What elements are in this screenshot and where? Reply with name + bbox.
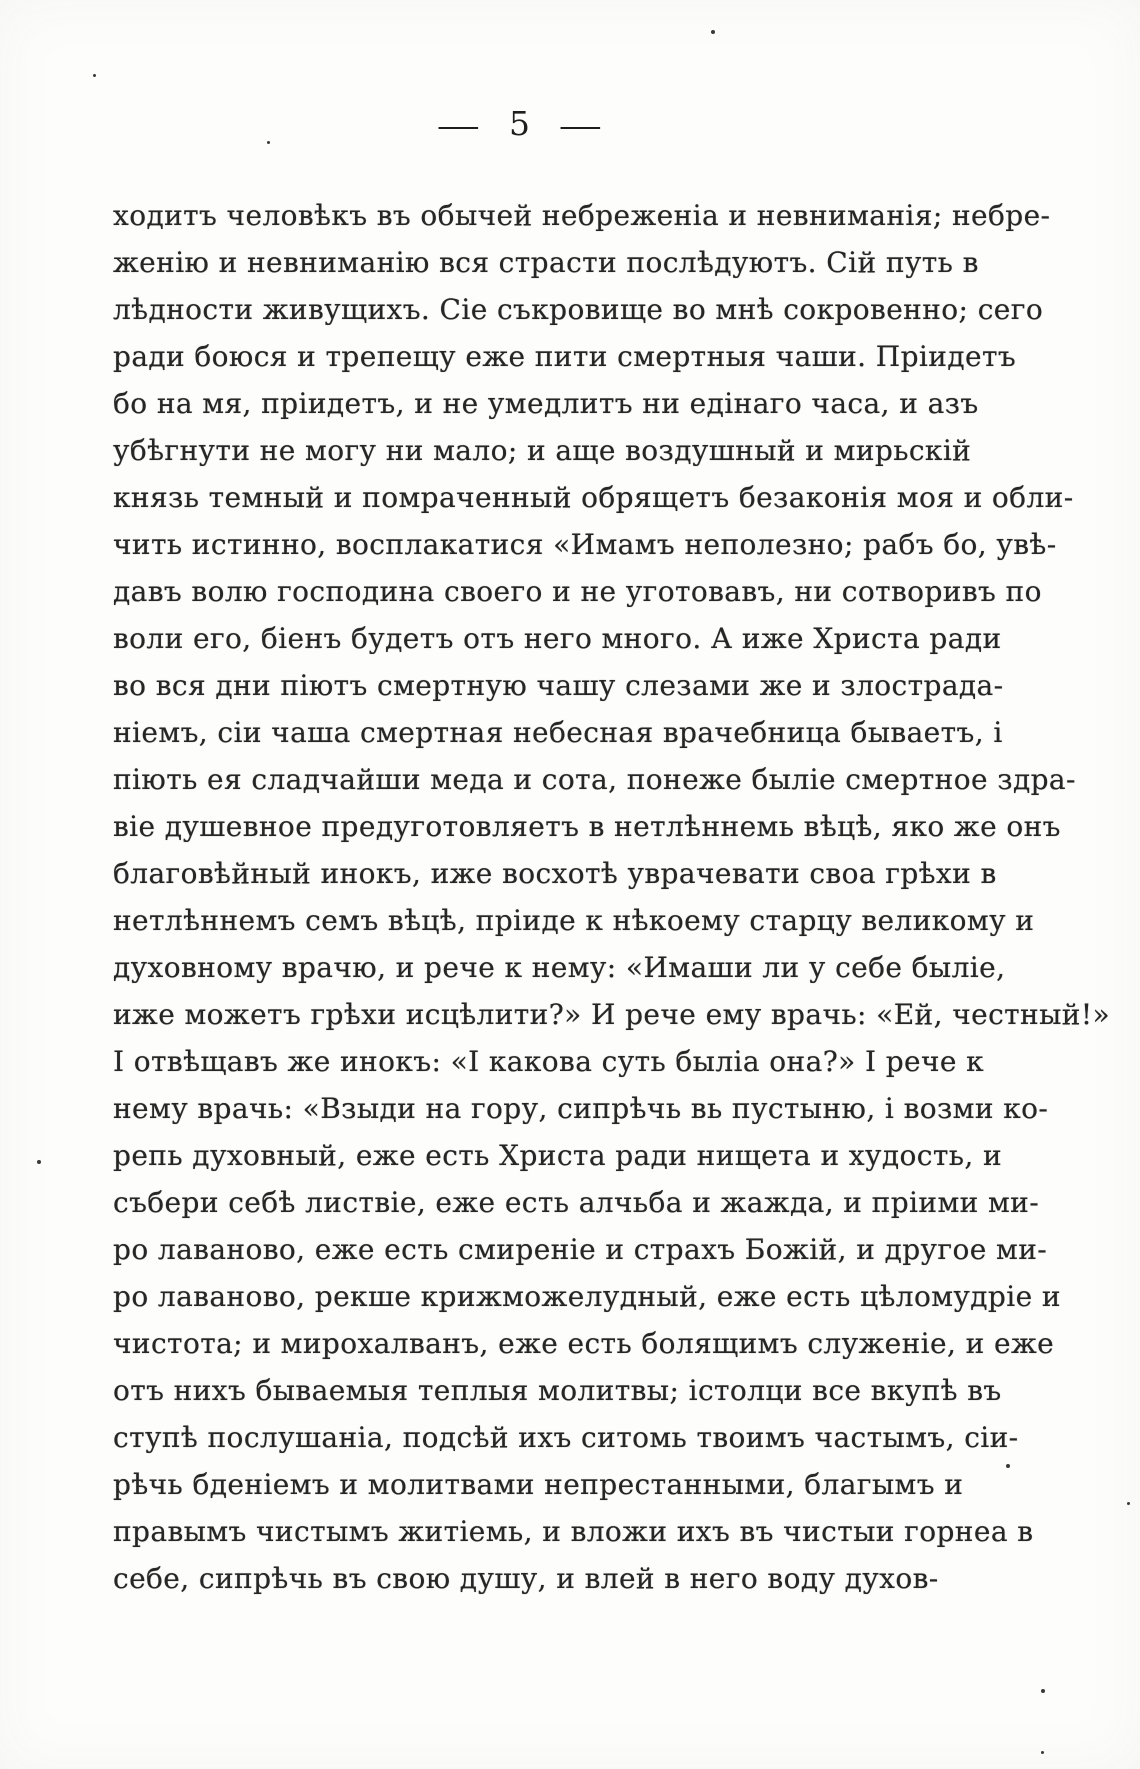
ink-speck xyxy=(93,74,96,77)
text-line: ради боюся и трепещу еже пити смертныя чаши. Пріидетъ xyxy=(113,340,1017,373)
page-number: 5 xyxy=(509,104,531,143)
text-line: събери себѣ листвіе, еже есть алчьба и жажда, и пріими ми- xyxy=(113,1186,1040,1219)
text-line: давъ волю господина своего и не уготовавъ, ни сотворивъ по xyxy=(113,575,1042,608)
text-line: убѣгнути не могу ни мало; и аще воздушный и мирьскій xyxy=(113,434,972,467)
header-right-dash: — xyxy=(558,107,604,144)
text-line: лѣдности живущихъ. Сіе съкровище во мнѣ сокровенно; сего xyxy=(113,293,1044,326)
text-line: нему врачь: «Взыди на гору, сипрѣчь вь пустыню, і возми ко- xyxy=(113,1092,1049,1125)
text-line: ходитъ человѣкъ въ обычей небреженіа и невниманія; небре- xyxy=(113,199,1051,232)
text-line: піють ея сладчайши меда и сота, понеже быліе смертное здра- xyxy=(113,763,1076,796)
text-line: І отвѣщавъ же инокъ: «І какова суть быліа она?» І рече к xyxy=(113,1045,985,1078)
text-line: отъ нихъ бываемыя теплыя молитвы; істолци все вкупѣ въ xyxy=(113,1374,1002,1407)
text-line: чистота; и мирохалванъ, еже есть болящимъ служеніе, и еже xyxy=(113,1327,1055,1360)
text-line: ро лаваново, рекше крижможелудный, еже есть цѣломудріе и xyxy=(113,1280,1061,1313)
text-line: ніемъ, сіи чаша смертная небесная врачебница бываетъ, і xyxy=(113,716,1003,749)
ink-speck xyxy=(267,141,270,144)
text-line: благовѣйный инокъ, иже восхотѣ уврачевати своа грѣхи в xyxy=(113,857,997,890)
ink-speck xyxy=(37,1160,41,1164)
ink-speck xyxy=(1041,1689,1045,1693)
page-header xyxy=(395,104,645,143)
text-line: чить истинно, восплакатися «Имамъ неполезно; рабъ бо, увѣ- xyxy=(113,528,1057,561)
text-line: иже можетъ грѣхи исцѣлити?» И рече ему врачь: «Ей, честный!» xyxy=(113,998,1111,1031)
text-line: воли его, біенъ будетъ отъ него много. А иже Христа ради xyxy=(113,622,1002,655)
page-text-block xyxy=(113,192,1111,1602)
text-line: ступѣ послушаніа, подсѣй ихъ ситомь твоимъ частымъ, сіи- xyxy=(113,1421,1019,1454)
ink-speck xyxy=(1127,1502,1130,1505)
text-line: во вся дни піютъ смертную чашу слезами же и злострада- xyxy=(113,669,1004,702)
text-line: нетлѣннемъ семъ вѣцѣ, пріиде к нѣкоему старцу великому и xyxy=(113,904,1035,937)
ink-speck xyxy=(711,30,715,34)
ink-speck xyxy=(1041,1751,1044,1754)
text-line: себе, сипрѣчь въ свою душу, и влей в него воду духов- xyxy=(113,1562,939,1595)
text-line: князь темный и помраченный обрящетъ безаконія моя и обли- xyxy=(113,481,1074,514)
text-line: ро лаваново, еже есть смиреніе и страхъ Божій, и другое ми- xyxy=(113,1233,1048,1266)
ink-speck xyxy=(1006,1464,1010,1468)
text-line: бо на мя, пріидетъ, и не умедлитъ ни едінаго часа, и азъ xyxy=(113,387,979,420)
text-line: женію и невниманію вся страсти послѣдуютъ. Сій путь в xyxy=(113,246,979,279)
text-line: правымъ чистымъ житіемь, и вложи ихъ въ чистыи горнеа в xyxy=(113,1515,1034,1548)
text-line: репь духовный, еже есть Христа ради нищета и худость, и xyxy=(113,1139,1003,1172)
text-line: рѣчь бденіемъ и молитвами непрестанными, благымъ и xyxy=(113,1468,964,1501)
text-line: духовному врачю, и рече к нему: «Имаши ли у себе быліе, xyxy=(113,951,1006,984)
text-line: віе душевное предуготовляетъ в нетлѣннемь вѣцѣ, яко же онъ xyxy=(113,810,1061,843)
header-left-dash: — xyxy=(436,107,482,144)
